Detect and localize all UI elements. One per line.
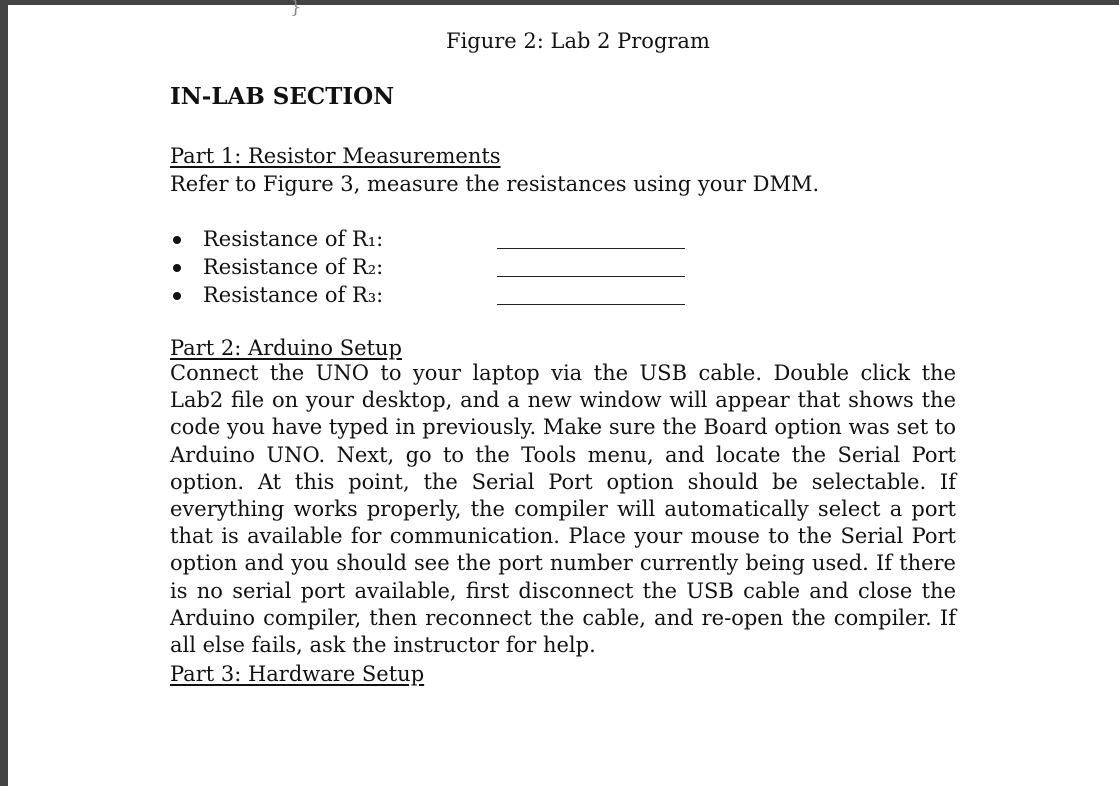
bullet-icon xyxy=(173,236,181,244)
resistance-label-r2: Resistance of R₂: xyxy=(203,255,384,279)
part1-heading: Part 1: Resistor Measurements xyxy=(170,144,501,168)
resistance-label-r1: Resistance of R₁: xyxy=(203,227,384,251)
bullet-icon xyxy=(173,292,181,300)
part2-body: Connect the UNO to your laptop via the USB cable. Double click the Lab2 file on your desktop, and a new window will appear that shows the code you have typed in previously. Make sure the Board option was set to Arduino UNO. Next, go to the Tools menu, and locate the Serial Port option. At this point, the Serial Port option should be selectable. If everything works properly, the compiler will automatically select a port that is available for communication. Place your mouse to the Serial Port option and you should see the port number currently being used. If there is no serial port available, first disconnect the USB cable and close the Arduino compiler, then reconnect the cable, and re-open the compiler. If all else fails, ask the instructor for help. xyxy=(170,361,956,658)
bullet-icon xyxy=(173,264,181,272)
answer-blank-r2 xyxy=(497,276,685,277)
list-item xyxy=(170,253,690,281)
document-page[interactable] xyxy=(8,0,1119,786)
list-item xyxy=(170,281,690,309)
resistance-label-r3: Resistance of R₃: xyxy=(203,283,384,307)
part1-intro: Refer to Figure 3, measure the resistances using your DMM. xyxy=(170,172,820,196)
list-item xyxy=(170,225,690,253)
viewer-left-border xyxy=(0,0,8,786)
figure-caption: Figure 2: Lab 2 Program xyxy=(446,29,710,53)
answer-blank-r1 xyxy=(497,248,685,249)
part3-heading: Part 3: Hardware Setup xyxy=(170,662,425,686)
resistance-list xyxy=(170,225,690,309)
part2-heading: Part 2: Arduino Setup xyxy=(170,336,402,360)
section-title: IN-LAB SECTION xyxy=(170,83,395,110)
answer-blank-r3 xyxy=(497,304,685,305)
code-fragment-brace: } xyxy=(290,0,302,18)
